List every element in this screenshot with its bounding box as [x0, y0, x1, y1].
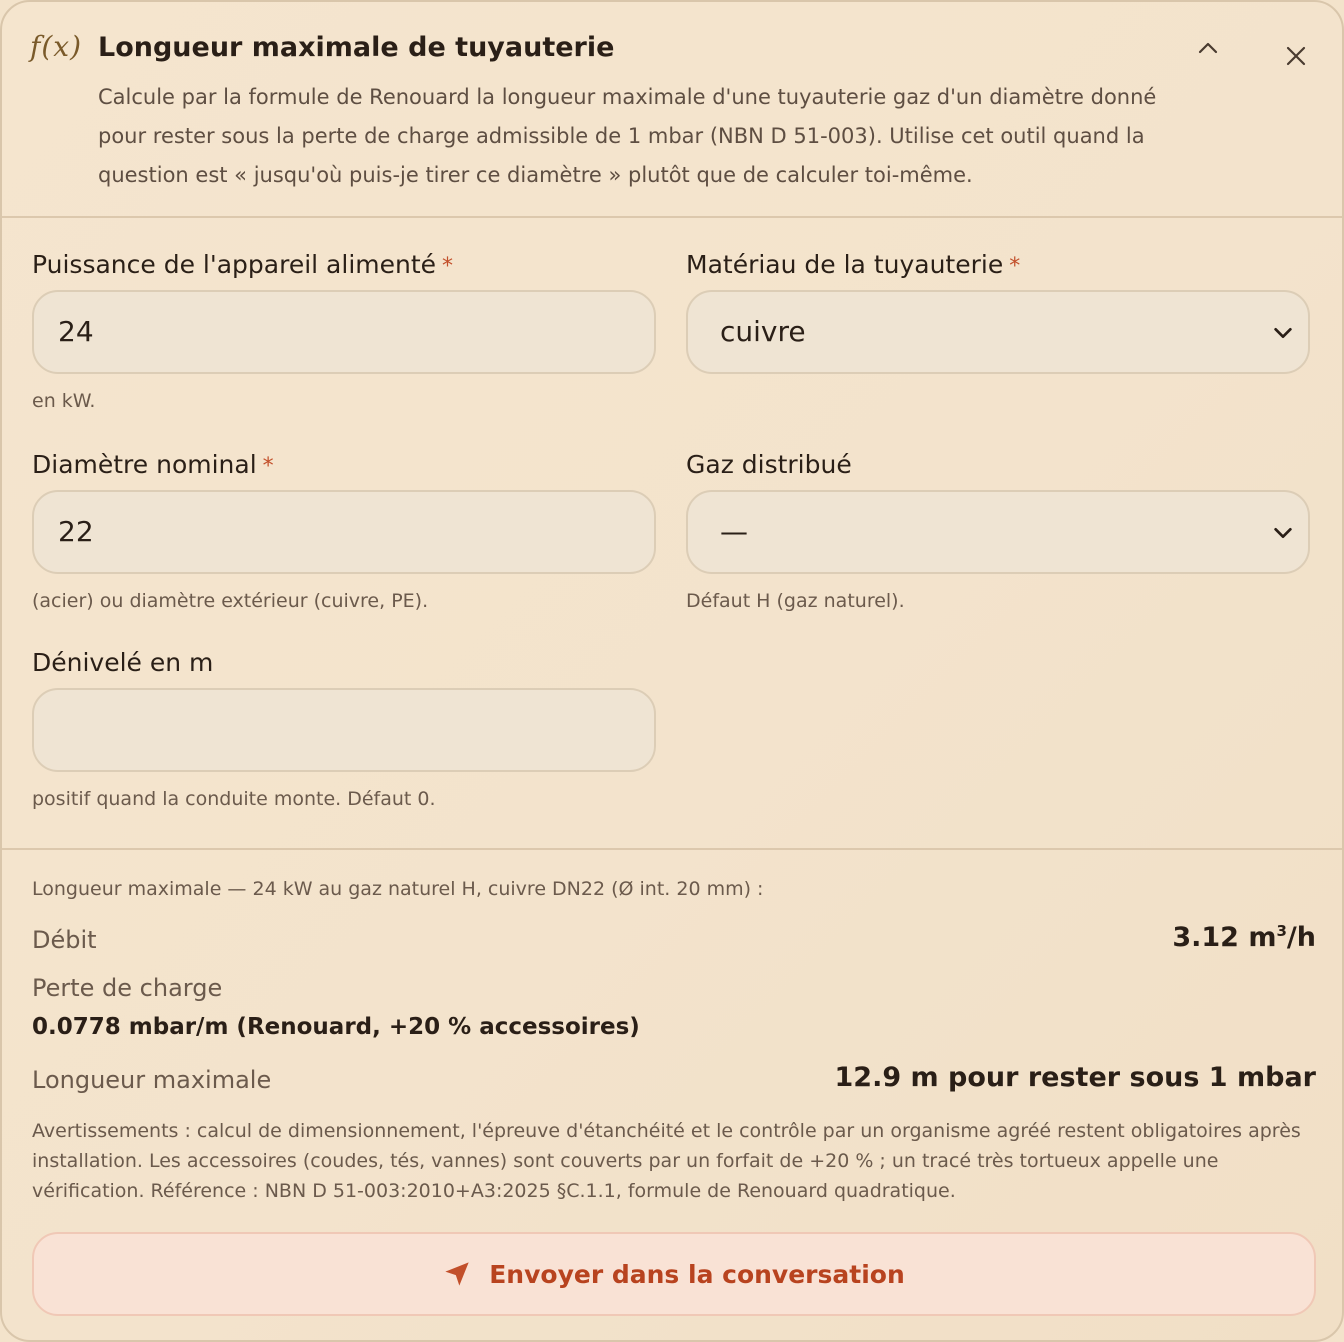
card-title: Longueur maximale de tuyauterie — [98, 32, 615, 63]
result-intro: Longueur maximale — 24 kW au gaz naturel H, cuivre DN22 (Ø int. 20 mm) : — [32, 878, 764, 900]
close-button[interactable] — [1280, 40, 1312, 72]
puissance-input[interactable]: 24 — [32, 290, 656, 374]
field-label: Matériau de la tuyauterie * — [686, 250, 1021, 279]
close-icon — [1284, 44, 1308, 68]
collapse-button[interactable] — [1192, 32, 1224, 64]
card-header — [2, 2, 1342, 218]
debit-label: Débit — [32, 926, 97, 954]
field-label: Gaz distribué — [686, 450, 852, 479]
materiau-select[interactable] — [686, 290, 1310, 374]
field-hint: Défaut H (gaz naturel). — [686, 590, 905, 612]
denivele-input[interactable] — [32, 688, 656, 772]
function-icon: f(x) — [30, 30, 83, 63]
field-denivele — [32, 648, 660, 818]
perte-value: 0.0778 mbar/m (Renouard, +20 % accessoires) — [32, 1014, 640, 1040]
parameters-form — [2, 218, 1342, 850]
field-hint: positif quand la conduite monte. Défaut 0. — [32, 788, 436, 810]
warning-text: Avertissements : calcul de dimensionnement, l'épreuve d'étanchéité et le contrôle par un organisme agréé restent obligatoires après installation. Les accessoires (coudes, tés, vannes) sont couverts par un forfait de +20 % ; un tracé très tortueux appelle une vérification. Référence : NBN D 51-003:2010+A3:2025 §C.1.1, formule de Renouard quadratique. — [32, 1120, 1301, 1202]
send-button-label: Envoyer dans la conversation — [489, 1259, 905, 1289]
required-mark: * — [1009, 254, 1021, 279]
field-label: Dénivelé en m — [32, 648, 214, 677]
diametre-input[interactable]: 22 — [32, 490, 656, 574]
required-mark: * — [262, 454, 274, 479]
field-hint: en kW. — [32, 390, 96, 412]
gaz-select[interactable] — [686, 490, 1310, 574]
field-hint: (acier) ou diamètre extérieur (cuivre, PE). — [32, 590, 429, 612]
field-label: Puissance de l'appareil alimenté * — [32, 250, 454, 279]
field-label: Diamètre nominal * — [32, 450, 274, 479]
field-materiau — [686, 250, 1314, 420]
debit-value: 3.12 $m^3/h$ — [1172, 922, 1316, 953]
perte-label: Perte de charge — [32, 974, 223, 1002]
field-diametre — [32, 450, 660, 620]
longueur-label: Longueur maximale — [32, 1066, 272, 1094]
chevron-down-icon — [1272, 522, 1294, 544]
field-gaz — [686, 450, 1314, 620]
send-arrow-icon — [443, 1260, 471, 1288]
chevron-down-icon — [1272, 322, 1294, 344]
field-puissance — [32, 250, 660, 420]
select-value: cuivre — [720, 315, 806, 348]
card-description: Calcule par la formule de Renouard la longueur maximale d'une tuyauterie gaz d'un diamètre donné pour rester sous la perte de charge admissible de 1 mbar (NBN D 51-003). Utilise cet outil quand la question est « jusqu'où puis-je tirer ce diamètre » plutôt que de calculer toi-même. — [98, 85, 1157, 187]
select-value: — — [720, 515, 748, 548]
chevron-up-icon — [1196, 36, 1220, 60]
longueur-value: 12.9 m pour rester sous 1 mbar — [834, 1062, 1316, 1093]
send-to-conversation-button[interactable] — [32, 1232, 1316, 1316]
required-mark: * — [442, 254, 454, 279]
